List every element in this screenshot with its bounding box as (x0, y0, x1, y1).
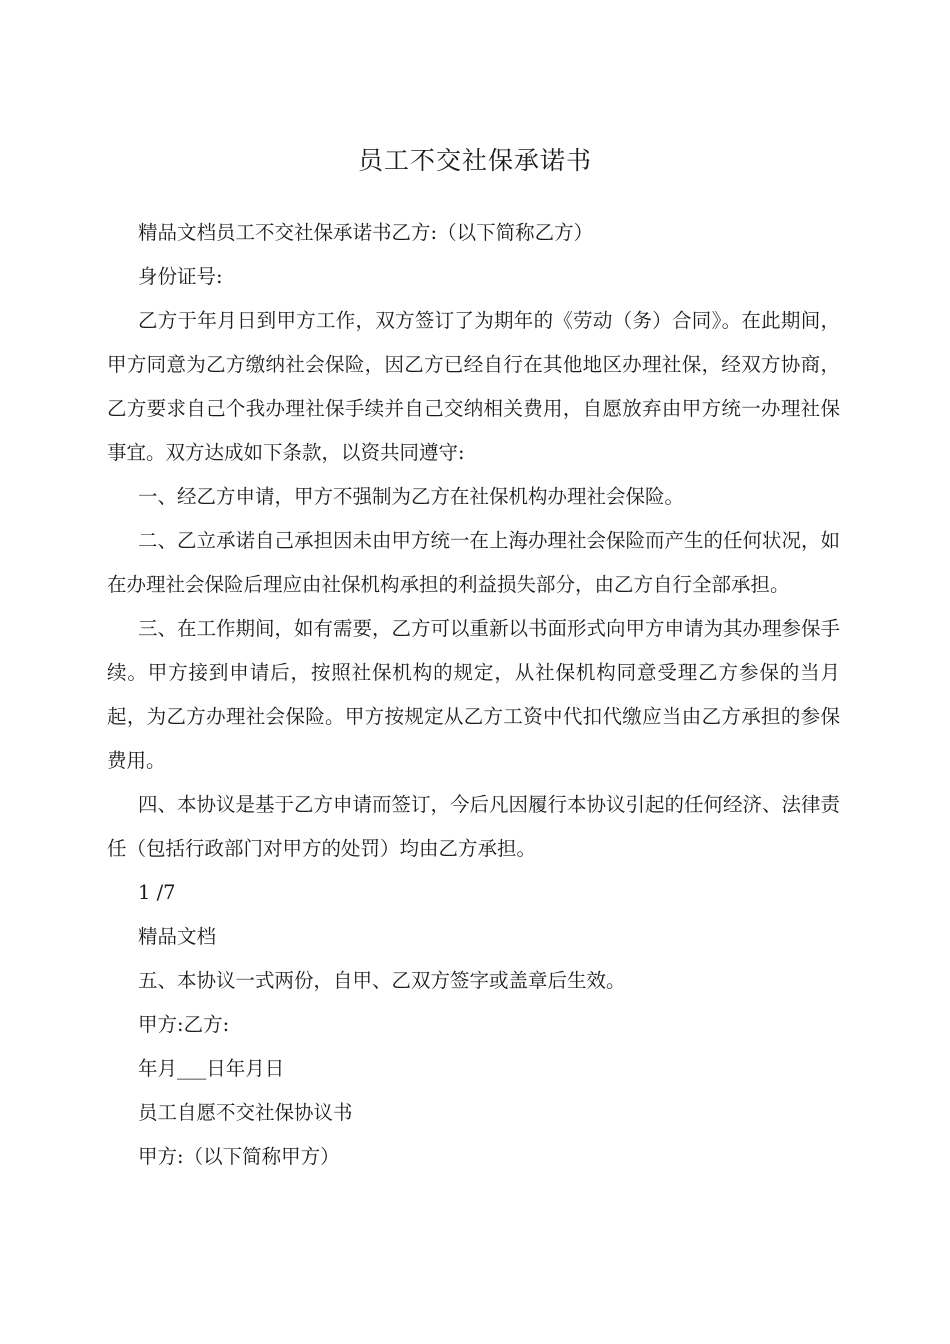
paragraph-parties: 甲方:乙方: (138, 1013, 230, 1036)
paragraph-header-label: 精品文档 (138, 925, 217, 948)
paragraph-clause-2: 二、乙立承诺自己承担因未由甲方统一在上海办理社会保险而产生的任何状况，如在办理社会保险后理应由社保机构承担的利益损失部分，由乙方自行全部承担。 (107, 529, 841, 596)
paragraph-second-title: 员工自愿不交社保协议书 (138, 1101, 353, 1124)
paragraph-party-a: 甲方:（以下简称甲方） (138, 1145, 340, 1168)
page-number: 1 /7 (138, 881, 176, 904)
document-body (107, 211, 840, 1179)
paragraph-background: 乙方于年月日到甲方工作，双方签订了为期年的《劳动（务）合同》。在此期间，甲方同意为乙方缴纳社会保险，因乙方已经自行在其他地区办理社保，经双方协商，乙方要求自己个我办理社保手续并自己交纳相关费用，自愿放弃由甲方统一办理社保事宜。双方达成如下条款，以资共同遵守: (107, 309, 840, 464)
paragraph-clause-3: 三、在工作期间，如有需要，乙方可以重新以书面形式向甲方申请为其办理参保手续。甲方接到申请后，按照社保机构的规定，从社保机构同意受理乙方参保的当月起，为乙方办理社会保险。甲方按规定从乙方工资中代扣代缴应当由乙方承担的参保费用。 (107, 617, 841, 772)
paragraph-clause-4: 四、本协议是基于乙方申请而签订，今后凡因履行本协议引起的任何经济、法律责任（包括行政部门对甲方的处罚）均由乙方承担。 (107, 793, 841, 860)
paragraph-clause-5: 五、本协议一式两份，自甲、乙双方签字或盖章后生效。 (138, 969, 626, 992)
paragraph-id-number: 身份证号: (138, 265, 223, 288)
paragraph-clause-1: 一、经乙方申请，甲方不强制为乙方在社保机构办理社会保险。 (138, 485, 685, 508)
paragraph-dates: 年月___日年月日 (138, 1057, 285, 1080)
document-title: 员工不交社保承诺书 (357, 146, 592, 175)
paragraph-intro: 精品文档员工不交社保承诺书乙方:（以下简称乙方） (138, 221, 594, 244)
